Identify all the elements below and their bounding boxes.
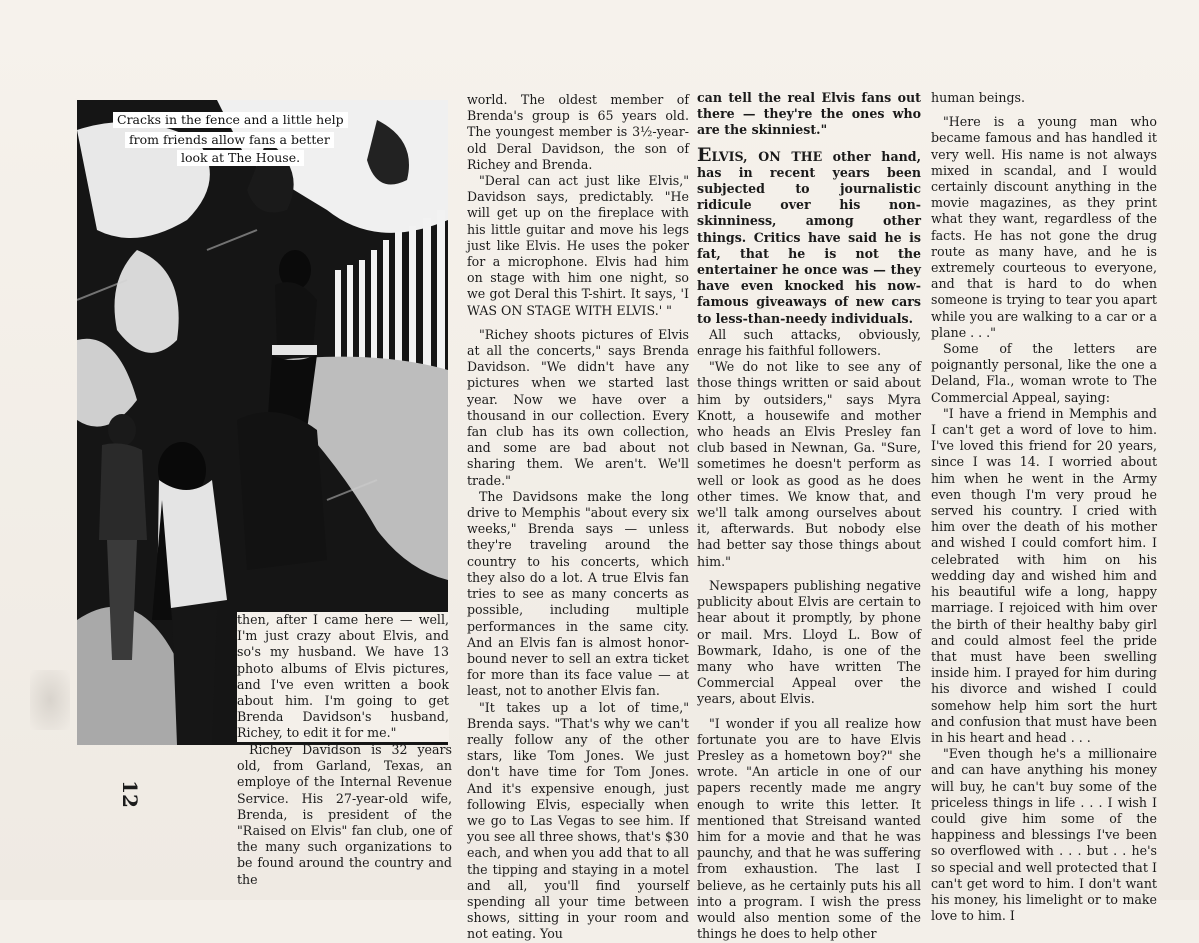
col3-paragraph-5: "I wonder if you all realize how fortunate you are to have Elvis Presley as a hometown boy?" she wrote. "An article in one of our papers recently made me angry enough to write this letter. It mentioned that Streisand wanted him for a movie and that he was paunchy, and that he was suffering from exhaustion. The last I believe, as he certainly puts his all into a program. I wish the press would also mention some of the things he does to help other (697, 715, 921, 942)
page-smudge (30, 670, 70, 730)
col3-p1-text: other hand, has in recent years been subjected to journalistic ridicule over his non-skinniness, among other things. Critics have said he is fat, that he is not the entertainer he once was — they have even knocked his now-famous giveaways of new cars to less-than-needy individuals. (697, 148, 921, 326)
col3-top: can tell the real Elvis fans out there — they're the ones who are the skinniest." (697, 90, 921, 138)
col3-paragraph-4: Newspapers publishing negative publicity about Elvis are certain to hear about it promptly, by phone or mail. Mrs. Lloyd L. Bow of Bowmark, Idaho, is one of the many who have written The Commercial Appeal over the years, about Elvis. (697, 577, 921, 707)
col1-paragraph-1: then, after I came here — well, I'm just crazy about Elvis, and so's my husband. We have 13 photo albums of Elvis pictures, and I've even written a book about him. I'm going to get Brenda Davidson's husband, Richey, to edit it for me." (237, 612, 449, 741)
drop-cap: E (697, 143, 712, 166)
col1-paragraph-2: Richey Davidson is 32 years old, from Garland, Texas, an employe of the Internal Revenue Service. His 27-year-old wife, Brenda, is president of the "Raised on Elvis" fan club, one of the many such organizations to be found around the country and the (237, 742, 452, 887)
col4-paragraph-3: Some of the letters are poignantly personal, like the one a Deland, Fla., woman wrote to The Commercial Appeal, saying: (931, 341, 1157, 405)
col2-paragraph-5: "It takes up a lot of time," Brenda says. "That's why we can't really follow any of the other stars, like Tom Jones. We just don't have time for Tom Jones. And it's expensive enough, just following Elvis, especially when we go to Las Vegas to see him. If you see all three shows, that's $30 each, and when you add that to all the tipping and staying in a motel and all, you'll find yourself spending all your time between shows, sitting in your room and not eating. You (467, 699, 689, 942)
col2-paragraph-1: world. The oldest member of Brenda's group is 65 years old. The youngest member is 3½-year-old Deral Davidson, the son of Richey and Brenda. (467, 92, 689, 172)
column-1-bottom (237, 742, 452, 888)
col2-paragraph-4: The Davidsons make the long drive to Memphis "about every six weeks," Brenda says — unless they're traveling around the country to his concerts, which they also do a lot. A true Elvis fan tries to see as many concerts as possible, including multiple performances in the same city. And an Elvis fan is almost honor-bound never to sell an extra ticket for more than its face value — at least, not to another Elvis fan. (467, 488, 689, 699)
lead-in: LVIS, ON THE (711, 148, 823, 164)
col2-paragraph-2: "Deral can act just like Elvis," Davidson says, predictably. "He will get up on the fireplace with his little guitar and move his legs just like Elvis. He uses the poker for a microphone. Elvis had him on stage with him one night, so we got Deral this T-shirt. It says, 'I WAS ON STAGE WITH ELVIS.' " (467, 173, 689, 318)
col4-paragraph-1: human beings. (931, 90, 1025, 105)
caption-line-1: Cracks in the fence and a little help (113, 112, 348, 128)
col3-paragraph-3: "We do not like to see any of those things written or said about him by outsiders," says Myra Knott, a housewife and mother who heads an Elvis Presley fan club based in Newnan, Ga. "Sure, sometimes he doesn't perform as well or look as good as he does other times. We know that, and we'll talk among ourselves about it, afterwards. But nobody else had better say those things about him." (697, 359, 921, 569)
caption-line-2: from friends allow fans a better (125, 132, 334, 148)
column-3 (697, 90, 921, 942)
col2-paragraph-3: "Richey shoots pictures of Elvis at all the concerts," says Brenda Davidson. "We didn't have any pictures when we started last year. Now we have over a thousand in our collection. Every fan club has its own collection, and some are bad about not sharing them. We aren't. We'll trade." (467, 326, 689, 488)
col3-paragraph-1 (697, 143, 921, 327)
col4-paragraph-5: "Even though he's a millionaire and can have anything his money will buy, he can't buy some of the priceless things in life . . . I wish I could give him some of the happiness and blessings I've been so overflowed with . . . but . . he's so special and well protected that I can't get word to him. I don't want his money, his limelight or to make love to him. I (931, 746, 1157, 924)
col4-paragraph-2: "Here is a young man who became famous and has handled it very well. His name is not always mixed in scandal, and I would certainly discount anything in the movie magazines, as they print what they want, regardless of the facts. He has not gone the drug route as many have, and he is extremely courteous to everyone, and that is hard to do when someone is trying to tear you apart while you are walking to a car or a plane . . ." (931, 114, 1157, 340)
page-number: 12 (117, 780, 142, 808)
col4-paragraph-4: "I have a friend in Memphis and I can't get a word of love to him. I've loved this friend for 20 years, since I was 14. I worried about him when he went in the Army even though I'm very proud he served his country. I cried with him over the death of his mother and wished I could comfort him. I celebrated with him on his wedding day and wished him and his beautiful wife a long, happy marriage. I rejoiced with him over the birth of their healthy baby girl and could almost feel the pride that must have been swelling inside him. I prayed for him during his divorce and wished I could somehow help him sort the hurt and confusion that must have been in his heart and head . . . (931, 405, 1157, 745)
column-2 (467, 92, 689, 943)
column-1-top (237, 612, 449, 742)
column-4 (931, 90, 1157, 924)
col3-paragraph-2: All such attacks, obviously, enrage his faithful followers. (697, 326, 921, 359)
caption-line-3: look at The House. (177, 150, 304, 166)
